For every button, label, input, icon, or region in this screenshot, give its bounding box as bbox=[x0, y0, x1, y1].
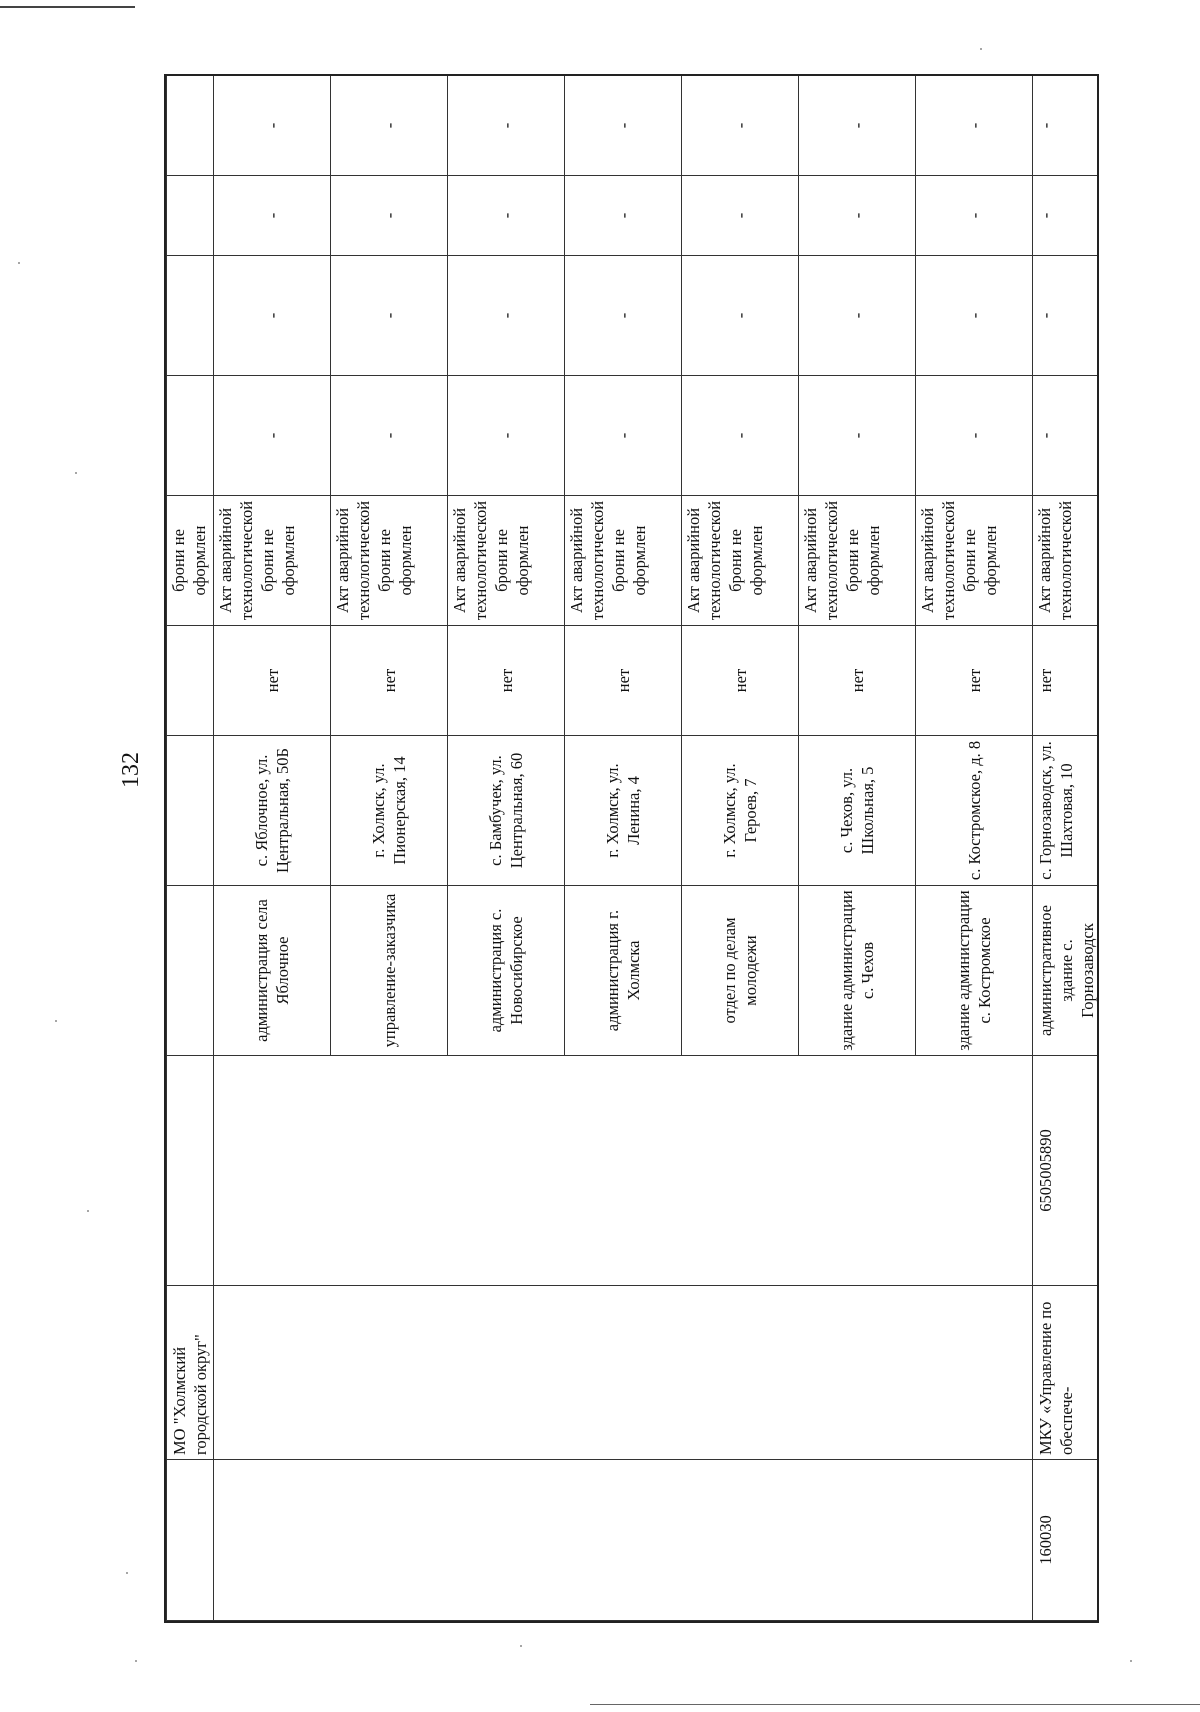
cell-act-carry: брони не оформлен bbox=[167, 496, 214, 626]
cell-inn: 6505005890 bbox=[1033, 1056, 1100, 1286]
cell-act: Акт аварийной технологической брони не оформлен bbox=[214, 496, 331, 626]
scan-speck bbox=[55, 1020, 57, 1022]
cell-extra-1: - bbox=[916, 376, 1033, 496]
scan-speck bbox=[980, 48, 982, 50]
cell-extra-4: - bbox=[1033, 76, 1100, 176]
cell-extra-3: - bbox=[682, 176, 799, 256]
cell-object bbox=[167, 886, 214, 1056]
cell-address: с. Костромское, д. 8 bbox=[916, 736, 1033, 886]
scan-speck bbox=[18, 262, 20, 264]
cell-status: нет bbox=[916, 626, 1033, 736]
table-header-row bbox=[167, 76, 214, 1621]
scan-speck bbox=[75, 472, 77, 474]
cell-status: нет bbox=[799, 626, 916, 736]
cell-act: Акт аварийной технологической bbox=[1033, 496, 1100, 626]
cell-extra-1: - bbox=[682, 376, 799, 496]
cell-status: нет bbox=[1033, 626, 1100, 736]
table-row-last bbox=[1033, 76, 1100, 1621]
cell-address bbox=[167, 736, 214, 886]
cell-extra-2: - bbox=[331, 256, 448, 376]
table-row bbox=[214, 76, 331, 1621]
cell-status: нет bbox=[214, 626, 331, 736]
cell-extra-4: - bbox=[448, 76, 565, 176]
cell-extra-3: - bbox=[1033, 176, 1100, 256]
cell-extra-4: - bbox=[799, 76, 916, 176]
cell-object: администрация села Яблочное bbox=[214, 886, 331, 1056]
cell-extra-1: - bbox=[799, 376, 916, 496]
cell-extra-2: - bbox=[214, 256, 331, 376]
cell-object: здание администрации с. Чехов bbox=[799, 886, 916, 1056]
cell-extra-4 bbox=[167, 76, 214, 176]
cell-extra-3: - bbox=[214, 176, 331, 256]
cell-extra-1 bbox=[167, 376, 214, 496]
cell-extra-1: - bbox=[448, 376, 565, 496]
scan-speck bbox=[87, 1210, 89, 1212]
cell-municipality: МО "Холмский городской округ" bbox=[167, 1286, 214, 1460]
cell-code: 160030 bbox=[1033, 1460, 1100, 1621]
cell-address: г. Холмск, ул. Пионерская, 14 bbox=[331, 736, 448, 886]
cell-status: нет bbox=[331, 626, 448, 736]
cell-extra-2: - bbox=[682, 256, 799, 376]
rotated-table-canvas bbox=[166, 76, 1097, 1621]
scan-speck bbox=[126, 1572, 128, 1574]
rotated-table-frame bbox=[164, 74, 1099, 1623]
cell-object: администрация с. Новосибирское bbox=[448, 886, 565, 1056]
cell-object: здание администрации с. Костромское bbox=[916, 886, 1033, 1056]
cell-extra-1: - bbox=[331, 376, 448, 496]
cell-status: нет bbox=[682, 626, 799, 736]
cell-inn-empty bbox=[214, 1056, 1033, 1286]
scan-edge-line bbox=[0, 6, 135, 8]
cell-act: Акт аварийной технологической брони не оформлен bbox=[799, 496, 916, 626]
scan-edge-line-bottom bbox=[590, 1704, 1200, 1705]
objects-table bbox=[166, 75, 1099, 1621]
cell-extra-1: - bbox=[1033, 376, 1100, 496]
cell-address: с. Яблочное, ул. Центральная, 50Б bbox=[214, 736, 331, 886]
cell-address: с. Бамбучек, ул. Центральная, 60 bbox=[448, 736, 565, 886]
cell-extra-2: - bbox=[1033, 256, 1100, 376]
cell-extra-2: - bbox=[565, 256, 682, 376]
cell-object: управление-заказчика bbox=[331, 886, 448, 1056]
scan-speck bbox=[1130, 1660, 1132, 1662]
cell-object: администрация г. Холмска bbox=[565, 886, 682, 1056]
cell-extra-2: - bbox=[799, 256, 916, 376]
cell-extra-4: - bbox=[565, 76, 682, 176]
cell-object: административное здание с. Горнозаводск bbox=[1033, 886, 1100, 1056]
cell-inn bbox=[167, 1056, 214, 1286]
page-number: 132 bbox=[118, 752, 144, 788]
cell-extra-4: - bbox=[331, 76, 448, 176]
cell-extra-1: - bbox=[565, 376, 682, 496]
cell-act: Акт аварийной технологической брони не оформлен bbox=[448, 496, 565, 626]
cell-act: Акт аварийной технологической брони не оформлен bbox=[682, 496, 799, 626]
cell-extra-4: - bbox=[916, 76, 1033, 176]
cell-object: отдел по делам молодежи bbox=[682, 886, 799, 1056]
scan-speck bbox=[135, 1660, 137, 1662]
cell-extra-3 bbox=[167, 176, 214, 256]
cell-code bbox=[167, 1460, 214, 1621]
cell-extra-3: - bbox=[448, 176, 565, 256]
cell-act: Акт аварийной технологической брони не оформлен bbox=[565, 496, 682, 626]
cell-extra-3: - bbox=[916, 176, 1033, 256]
cell-extra-3: - bbox=[565, 176, 682, 256]
cell-code-empty bbox=[214, 1460, 1033, 1621]
cell-extra-3: - bbox=[799, 176, 916, 256]
cell-status bbox=[167, 626, 214, 736]
cell-address: с. Горнозаводск, ул. Шахтовая, 10 bbox=[1033, 736, 1100, 886]
cell-extra-2: - bbox=[916, 256, 1033, 376]
cell-address: г. Холмск, ул. Героев, 7 bbox=[682, 736, 799, 886]
cell-address: г. Холмск, ул. Ленина, 4 bbox=[565, 736, 682, 886]
cell-act: Акт аварийной технологической брони не оформлен bbox=[331, 496, 448, 626]
cell-extra-2 bbox=[167, 256, 214, 376]
cell-address: с. Чехов, ул. Школьная, 5 bbox=[799, 736, 916, 886]
cell-act: Акт аварийной технологической брони не оформлен bbox=[916, 496, 1033, 626]
cell-status: нет bbox=[565, 626, 682, 736]
cell-extra-1: - bbox=[214, 376, 331, 496]
cell-extra-4: - bbox=[214, 76, 331, 176]
cell-municipality-empty bbox=[214, 1286, 1033, 1460]
cell-extra-4: - bbox=[682, 76, 799, 176]
cell-extra-2: - bbox=[448, 256, 565, 376]
cell-status: нет bbox=[448, 626, 565, 736]
scan-speck bbox=[520, 1645, 522, 1647]
cell-org-name: МКУ «Управление по обеспече- bbox=[1033, 1286, 1100, 1460]
cell-extra-3: - bbox=[331, 176, 448, 256]
